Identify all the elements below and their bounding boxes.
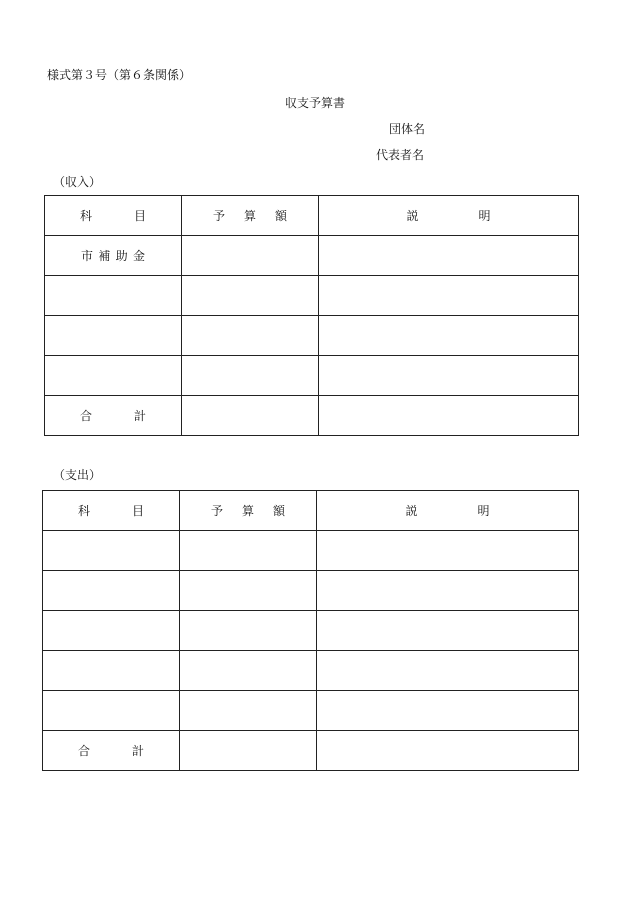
expense-explanation-cell[interactable] — [317, 691, 579, 731]
expense-header-explanation: 説 明 — [317, 491, 579, 531]
income-total-explanation-cell[interactable] — [319, 396, 579, 436]
income-subject-cell[interactable]: 市 補 助 金 — [45, 236, 182, 276]
income-total-row — [45, 396, 579, 436]
organization-name-label: 団体名 — [389, 122, 426, 136]
expense-amount-cell[interactable] — [180, 651, 317, 691]
table-row — [43, 691, 579, 731]
expense-subject-cell[interactable] — [43, 571, 180, 611]
expense-amount-cell[interactable] — [180, 611, 317, 651]
income-explanation-cell[interactable] — [319, 276, 579, 316]
income-subject-cell[interactable] — [45, 276, 182, 316]
table-row — [43, 531, 579, 571]
expense-total-amount-cell[interactable] — [180, 731, 317, 771]
income-amount-cell[interactable] — [182, 316, 319, 356]
income-section-label: （収入） — [53, 175, 102, 189]
table-row — [45, 356, 579, 396]
income-explanation-cell[interactable] — [319, 236, 579, 276]
income-header-row — [45, 196, 579, 236]
expense-table — [42, 490, 579, 771]
representative-name-label: 代表者名 — [376, 148, 425, 162]
expense-subject-cell[interactable] — [43, 691, 180, 731]
table-row — [45, 276, 579, 316]
table-row — [43, 571, 579, 611]
expense-section-label: （支出） — [53, 468, 102, 482]
expense-header-row — [43, 491, 579, 531]
income-amount-cell[interactable] — [182, 356, 319, 396]
income-explanation-cell[interactable] — [319, 356, 579, 396]
form-number: 様式第３号（第６条関係） — [47, 68, 192, 82]
income-header-amount: 予 算 額 — [182, 196, 319, 236]
income-amount-cell[interactable] — [182, 276, 319, 316]
table-row — [45, 236, 579, 276]
income-subject-cell[interactable] — [45, 356, 182, 396]
expense-explanation-cell[interactable] — [317, 611, 579, 651]
expense-total-label: 合 計 — [43, 731, 180, 771]
expense-explanation-cell[interactable] — [317, 651, 579, 691]
expense-total-row — [43, 731, 579, 771]
income-total-amount-cell[interactable] — [182, 396, 319, 436]
income-table — [44, 195, 579, 436]
income-header-explanation: 説 明 — [319, 196, 579, 236]
table-row — [43, 651, 579, 691]
expense-subject-cell[interactable] — [43, 651, 180, 691]
table-row — [45, 316, 579, 356]
income-subject-cell[interactable] — [45, 316, 182, 356]
table-row — [43, 611, 579, 651]
expense-subject-cell[interactable] — [43, 611, 180, 651]
expense-amount-cell[interactable] — [180, 571, 317, 611]
income-amount-cell[interactable] — [182, 236, 319, 276]
income-explanation-cell[interactable] — [319, 316, 579, 356]
expense-explanation-cell[interactable] — [317, 531, 579, 571]
expense-amount-cell[interactable] — [180, 691, 317, 731]
expense-header-subject: 科 目 — [43, 491, 180, 531]
expense-subject-cell[interactable] — [43, 531, 180, 571]
document-title: 収支予算書 — [284, 96, 345, 110]
expense-explanation-cell[interactable] — [317, 571, 579, 611]
income-header-subject: 科 目 — [45, 196, 182, 236]
expense-header-amount: 予 算 額 — [180, 491, 317, 531]
expense-amount-cell[interactable] — [180, 531, 317, 571]
income-total-label: 合 計 — [45, 396, 182, 436]
expense-total-explanation-cell[interactable] — [317, 731, 579, 771]
